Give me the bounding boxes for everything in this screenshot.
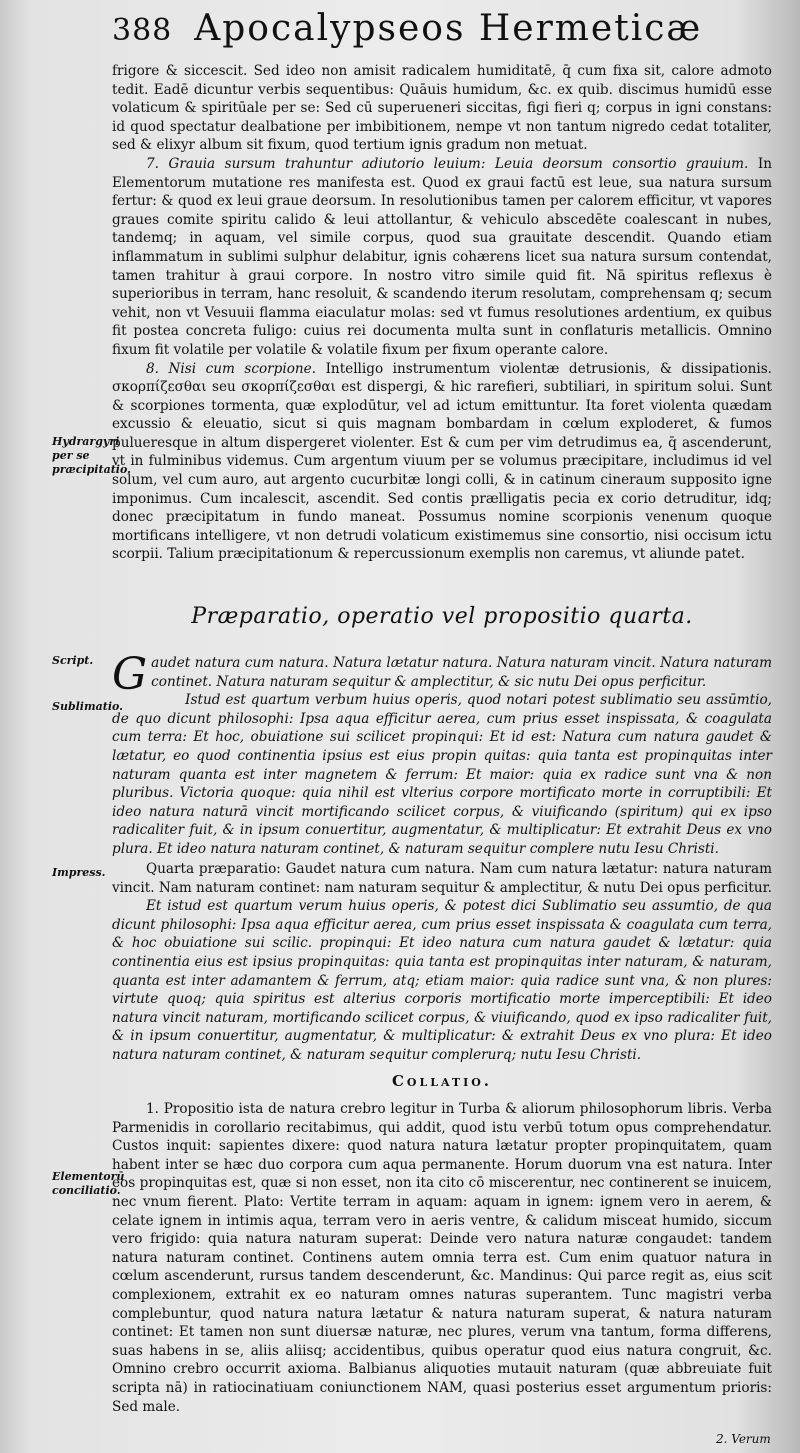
margin-note-impress: Impress. <box>52 866 106 879</box>
impressum-paragraph-2: Et istud est quartum verum huius operis, & potest dici Sublimatio seu assumtio, de qua dicunt philosophi: Ipsa aqua efficitur aerea, cum prius esset inspissata & coagulata cum terra, & hoc obuiatione sui scilic. propinqui: Et ideo natura cum natura gaudet & lætatur: quia continentia eius est ipsius propinquitas: quia tanta est propinquitas inter naturam, & naturam, quanta est inter adamantem & ferrum, atq; etiam maior: quia radice sunt vna, & non plures: virtute quoq; quia spiritus est alterius corporis mortificatio morte imperceptibili: Et ideo natura vincit naturam, mortificando scilicet corpus, & viuificando, quod ex ipso radicaliter fuit, & in ipsum conuertitur, augmentatur, & multiplicatur: & extrahit Deus ex vno plura: Et ideo natura naturam continet, & naturam sequitur complerurq; nutu Iesu Christi. <box>112 898 772 1063</box>
scriptum-paragraph-2: Istud est quartum verbum huius operis, quod notari potest sublimatio seu assūmtio, de quo dicunt philosophi: Ipsa aqua efficitur aerea, cum prius esset inspissata, & coagulata cum terra: Et hoc, obuiatione sui scilicet propinqui: Et id est: Natura cum natura gaudet & lætatur, eo quod continentia ipsius est eius propin quitas: quia tanta est propinquitas inter naturam quanta est inter magnetem & ferrum: Et maior: quia ex radice sunt vna & non pluribus. Victoria quoque: quia nihil est vlterius corpore mortificato morte in corruptibili: Et ideo natura naturā vincit mortificando scilicet corpus, & viuificando (spiritum) qui ex ipso radicaliter fuit, & in ipsum conuertitur, augmentatur, & multiplicatur: Et extrahit Deus ex vno plura. Et ideo natura naturam continet, & naturam sequitur complere nutu Iesu Christi. <box>112 692 772 857</box>
commentary-block <box>112 62 772 564</box>
section-title: Præparatio, operatio vel propositio quarta. <box>191 604 693 629</box>
paragraph: frigore & siccescit. Sed ideo non amisit radicalem humiditatē, q̄ cum fixa sit, calore admoto tedit. Eadē dicuntur verbis sequentibus: Quāuis humidum, &c. ex quib. discimus humidū esse volaticum & spiritūale per se: Sed cū superueneri siccitas, figi fieri q; corpus in igni constans: id quod spectatur dealbatione per imbibitionem, nempe vt non tantum nigredo cedat totaliter, sed & elixyr album sit fixum, quod tertium ignis gradum non metuat. <box>112 63 772 154</box>
paragraph-7 <box>112 155 772 360</box>
scriptum-text-1: audet natura cum natura. Natura lætatur natura. Natura naturam vincit. Natura naturam continet. Natura naturam sequitur & amplectitur, & sic nutu Dei opus perficitur. <box>151 655 772 690</box>
impressum-block <box>112 860 772 1065</box>
margin-note-elementorum: Elementorū conciliatio. <box>52 1170 125 1197</box>
impressum-paragraph-1: Quarta præparatio: Gaudet natura cum natura. Nam cum natura lætatur: natura naturam vincit. Nam naturam continet: nam naturam sequitur & amplectitur, & nutu Dei opus perficitur. <box>112 861 772 896</box>
paragraph-8 <box>112 360 772 565</box>
paragraph-8-body: Intelligo instrumentum violentæ detrusionis, & dissipationis. σκορπίζεσθαι seu σκορπίζεσθαι est dispergi, & hic rarefieri, subtiliari, in spiritum solui. Sunt & scorpiones tormenta, quæ explodūtur, vel ad ictum emittuntur. Ita foret violenta quædam excussio & eleuatio, sicut si quis magnam bombardam in cœlum exploderet, & fumos pulueresque in altum dispergeret violenter. Est & cum per vim detrudimus ea, q̄ ascenderunt, vt in fulminibus videmus. Cum argentum viuum per se volumus præcipitare, includimus id vel solum, vel cum auro, aut argento cucurbitæ longi colli, & in catinum cineraum supposito igne imponimus. Cum incalescit, ascendit. Sed contis prælligatis pecia ex corio detruditur, idq; donec præcipitatum in fundo maneat. Possumus nomine scorpionis venenum quoque mortificans intelligere, vt non detrudi volaticum existimemus sine consortio, nisi occisum ictu scorpii. Talium præcipitationum & repercussionum exemplis non caremus, vt aliunde patet. <box>112 360 773 563</box>
collatio-title: Collatio. <box>391 1072 493 1090</box>
drop-capital: G <box>112 649 148 700</box>
scriptum-block <box>112 649 772 859</box>
running-title: Apocalypseos Hermeticæ <box>194 8 703 49</box>
margin-note-script: Script. <box>52 654 94 667</box>
scriptum-paragraph-1 <box>112 649 772 700</box>
page-number: 388 <box>112 13 173 48</box>
paragraph-7-body: In Elementorum mutatione res manifesta est. Quod ex graui factū est leue, sua natura sursum fertur: & quod ex leui graue deorsum. In resolutionibus tamen per calorem efficitur, vt vapores graues comite spiritu calido & leui attollantur, & vehiculo abscedēte coalescant in nubes, tandemq; in aquam, vel simile corpus, quod sua grauitate descendit. Quando etiam inflammatum in sublimi sulphur delabitur, ignis cohærens licet sua natura sursum contendat, tamen trahitur à graui corpore. In nostro vitro simile quid fit. Nā spiritus reflexus è superioribus in terram, hanc resoluit, & scandendo iterum resolutam, comprehensam q; secum vehit, non vt Vesuuii flamma eiaculatur molas: sed vt fumus resolutiones ardentium, ex quibus fit postea concreta fuligo: cuius rei documenta multa sunt in conflaturis metallicis. Omnino fixum fit volatile per volatile & volatile fixum per fixum operante calore. <box>112 155 772 358</box>
collatio-paragraph-1: 1. Propositio ista de natura crebro legitur in Turba & aliorum philosophorum libris. Verba Parmenidis in corollario recitabimus, qui addit, quod istu verbū totum opus comprehendatur. Custos inquit: sapientes dixere: quod natura natura lætatur propter propinquitatem, quam habent inter se hæc duo corpora cum aqua permanente. Horum duorum vna est natura. Inter eos propinquitas est, quæ si non esset, non ita cito cō miscerentur, nec continerent se inuicem, nec vnum fierent. Plato: Vertite terram in aquam: aquam in ignem: ignem vero in aerem, & celate ignem in intimis aqua, terram vero in aeris ventre, & calidum misceat humido, siccum vero frigido: quia natura naturam superat: Deinde vero natura naturæ congaudet: tandem natura naturam continet. Continens autem omnia terra est. Cum enim quatuor natura in cœlum ascenderunt, rursus tandem descenderunt, &c. Mandinus: Qui parce regit as, eius scit complexionem, extrahit ex eo naturam omnes naturas superantem. Tunc magistri verba complebuntur, quod natura natura lætatur & natura naturam superat, & natura naturam continet: Et tamen non sunt diuersæ naturæ, nec plures, verum vna tantum, forma differens, suas habens in se, aliis aliisq; accidentibus, quibus operatur quod eius natura congruit, &c. Omnino crebro occurrit axioma. Balbianus aliquoties mutauit naturam (quæ abbreuiate fuit scripta nā) in ratiocinatiuam coniunctionem NAM, quasi posterius esset argumentum prioris: Sed male. <box>112 1101 772 1415</box>
lemma-7: 7. Grauia sursum trahuntur adiutorio leuium: Leuia deorsum consortio grauium. <box>146 155 749 172</box>
catchword: 2. Verum <box>716 1432 771 1446</box>
lemma-8: 8. Nisi cum scorpione. <box>146 360 317 377</box>
margin-note-hydrargyri: Hydrargyri per se præcipitatio. <box>52 435 131 476</box>
margin-note-sublimatio: Sublimatio. <box>52 700 123 713</box>
collatio-block <box>112 1100 772 1416</box>
page-header <box>112 8 772 62</box>
